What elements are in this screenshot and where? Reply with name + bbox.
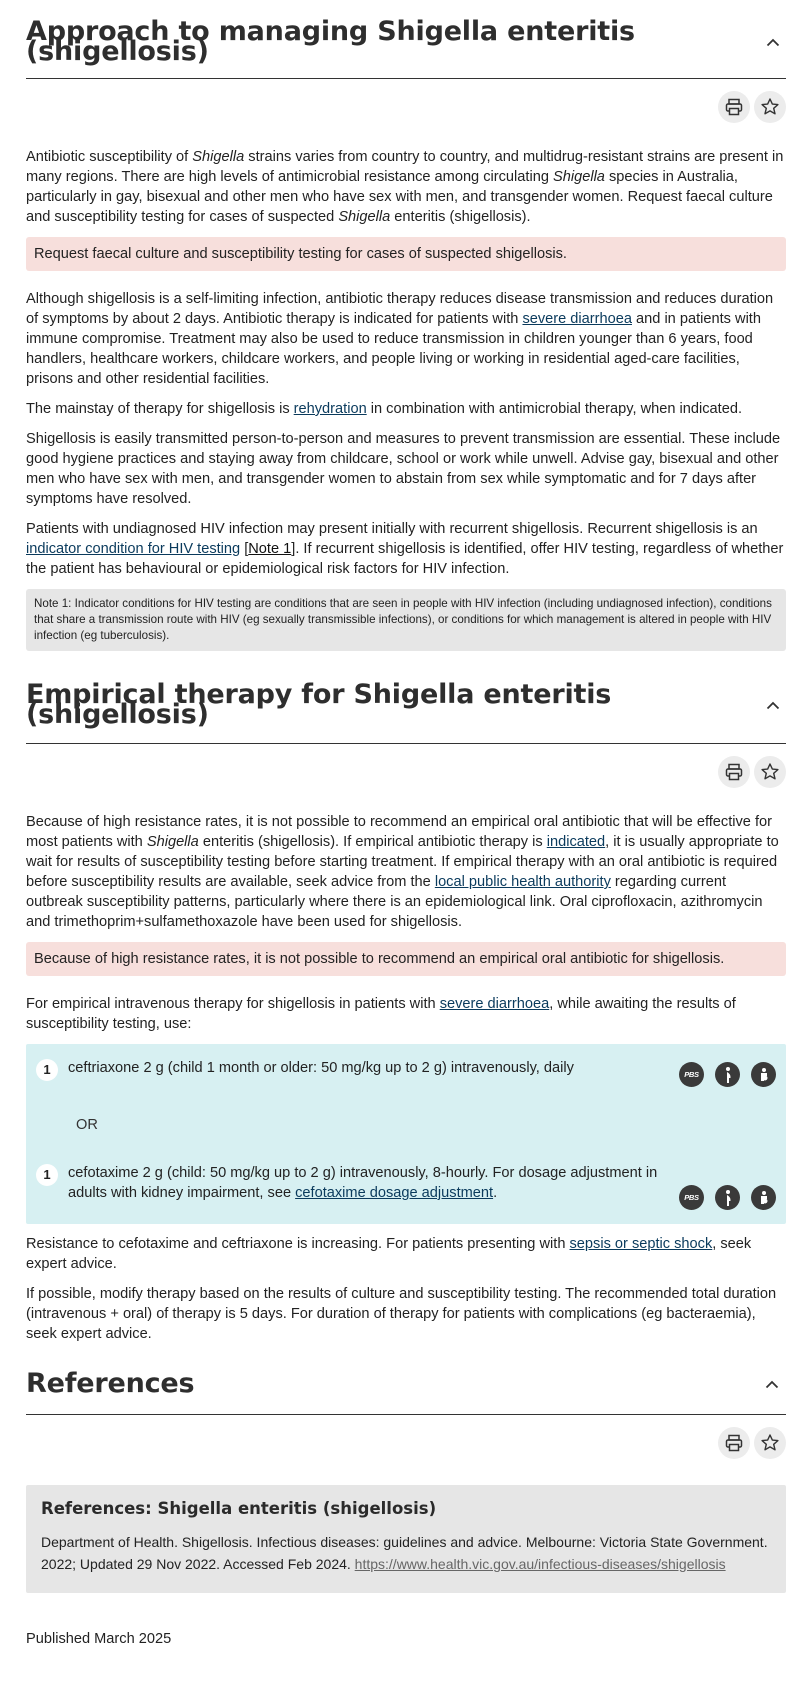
printer-icon[interactable]: [718, 1427, 750, 1459]
approach-paragraph-3: The mainstay of therapy for shigellosis is rehydration in combination with antimicrobial therapy, when indicated.: [26, 401, 742, 417]
star-icon[interactable]: [754, 1427, 786, 1459]
section-header-references[interactable]: [26, 1370, 786, 1415]
references-box: [26, 1485, 786, 1593]
empirical-alert: Because of high resistance rates, it is not possible to recommend an empirical oral antibiotic for shigellosis.: [26, 942, 786, 976]
printer-icon[interactable]: [718, 91, 750, 123]
empirical-paragraph-4: If possible, modify therapy based on the results of culture and susceptibility testing. The recommended total duration (intravenous + oral) of therapy is 5 days. For duration of therapy for patients with complications (eg bacteraemia), seek expert advice.: [26, 1286, 777, 1342]
recommendation-number: 1: [36, 1059, 58, 1081]
empirical-paragraph-3: Resistance to cefotaxime and ceftriaxone is increasing. For patients presenting with sepsis or septic shock, seek expert advice.: [26, 1236, 752, 1272]
page: [0, 16, 812, 1665]
breastfeeding-icon[interactable]: [751, 1185, 776, 1210]
severe-diarrhoea-link[interactable]: severe diarrhoea: [522, 311, 632, 327]
drug-option-cefotaxime: [36, 1163, 776, 1210]
empirical-paragraph-2: For empirical intravenous therapy for shigellosis in patients with severe diarrhoea, while awaiting the results of susceptibility testing, use:: [26, 996, 736, 1032]
approach-paragraph-2: Although shigellosis is a self-limiting infection, antibiotic therapy reduces disease transmission and reduces duration of symptoms by about 2 days. Antibiotic therapy is indicated for patients with severe diarrhoea and in patients with immune compromise. Treatment may also be used to reduce transmission in children younger than 6 years, food handlers, healthcare workers, childcare workers, and people living or working in residential aged-care facilities, prisons and other residential facilities.: [26, 291, 774, 387]
indicated-link[interactable]: indicated: [546, 834, 606, 850]
pregnancy-icon[interactable]: [715, 1062, 740, 1087]
printer-icon[interactable]: [718, 756, 750, 788]
note-1-box: Note 1: Indicator conditions for HIV testing are conditions that are seen in people with HIV infection (including undiagnosed infection), conditions that share a transmission route with HIV (eg sexually transmissible infections), or conditions for which management is altered in people with HIV infection (eg tuberculosis).: [26, 589, 786, 651]
drug-text-cefotaxime: cefotaxime 2 g (child: 50 mg/kg up to 2 g) intravenously, 8-hourly. For dosage adjustment in adults with kidney impairment, see cefotaxime dosage adjustment.: [68, 1165, 658, 1201]
section-header-approach[interactable]: [26, 16, 786, 79]
pbs-icon[interactable]: PBS: [679, 1062, 704, 1087]
section-tools-references: [26, 1427, 786, 1459]
star-icon[interactable]: [754, 91, 786, 123]
approach-paragraph-5: Patients with undiagnosed HIV infection may present initially with recurrent shigellosis. Recurrent shigellosis is an indicator condition for HIV testing [Note 1]. If recurrent shigellosis is identified, offer HIV testing, regardless of whether the patient has behavioural or epidemiological risk factors for HIV infection.: [26, 521, 784, 577]
or-separator: OR: [76, 1117, 98, 1133]
reference-entry: Department of Health. Shigellosis. Infectious diseases: guidelines and advice. Melbourne: Victoria State Government. 2022; Updated 29 Nov 2022. Accessed Feb 2024. https://www.health.vic.gov.au/infectious-diseases/shigellosis: [41, 1534, 768, 1572]
section-title-approach: Approach to managing Shigella enteritis (shigellosis): [26, 16, 635, 67]
references-box-title: References: Shigella enteritis (shigellosis): [41, 1499, 437, 1518]
pregnancy-icon[interactable]: [715, 1185, 740, 1210]
drug-icons: [679, 1062, 776, 1087]
empirical-paragraph-1: Because of high resistance rates, it is not possible to recommend an empirical oral antibiotic that will be effective for most patients with Shigella enteritis (shigellosis). If empirical antibiotic therapy is indicated, it is usually appropriate to wait for results of susceptibility testing before starting treatment. If empirical therapy with an oral antibiotic is required before susceptibility results are available, seek advice from the local public health authority regarding current outbreak susceptibility patterns, particularly where there is an epidemiological link. Oral ciprofloxacin, azithromycin and trimethoprim+sulfamethoxazole have been used for shigellosis.: [26, 814, 779, 930]
drug-icons: [679, 1185, 776, 1210]
drug-recommendation-box: [26, 1044, 786, 1224]
rehydration-link[interactable]: rehydration: [293, 401, 367, 417]
sepsis-link[interactable]: sepsis or septic shock: [569, 1236, 713, 1252]
local-public-health-authority-link[interactable]: local public health authority: [434, 874, 611, 890]
published-date: Published March 2025: [26, 1631, 172, 1647]
breastfeeding-icon[interactable]: [751, 1062, 776, 1087]
chevron-up-icon[interactable]: [760, 28, 786, 56]
section-tools-approach: [26, 91, 786, 123]
approach-paragraph-4: Shigellosis is easily transmitted person-to-person and measures to prevent transmission are essential. These include good hygiene practices and staying away from childcare, school or work while unwell. Advise gay, bisexual and other men who have sex with men, and transgender women to abstain from sex while symptomatic and for 7 days after symptoms have resolved.: [26, 431, 781, 507]
note-1-link[interactable]: Note 1: [248, 541, 292, 557]
section-title-references: References: [26, 1368, 195, 1399]
drug-option-ceftriaxone: [36, 1058, 776, 1087]
severe-diarrhoea-link[interactable]: severe diarrhoea: [439, 996, 550, 1012]
section-tools-empirical: [26, 756, 786, 788]
recommendation-number: 1: [36, 1164, 58, 1186]
section-header-empirical[interactable]: [26, 679, 786, 744]
section-title-empirical: Empirical therapy for Shigella enteritis (shigellosis): [26, 679, 612, 730]
cefotaxime-dosage-adjustment-link[interactable]: cefotaxime dosage adjustment: [295, 1185, 494, 1201]
star-icon[interactable]: [754, 756, 786, 788]
hiv-indicator-link[interactable]: indicator condition for HIV testing: [26, 541, 241, 557]
drug-text-ceftriaxone: ceftriaxone 2 g (child 1 month or older: 50 mg/kg up to 2 g) intravenously, daily: [68, 1060, 574, 1076]
reference-url-link[interactable]: https://www.health.vic.gov.au/infectious-diseases/shigellosis: [354, 1556, 726, 1572]
chevron-up-icon[interactable]: [760, 691, 786, 719]
chevron-up-icon[interactable]: [758, 1370, 786, 1398]
pbs-icon[interactable]: PBS: [679, 1185, 704, 1210]
approach-paragraph-1: Antibiotic susceptibility of Shigella strains varies from country to country, and multidrug-resistant strains are present in many regions. There are high levels of antimicrobial resistance among circulating Shigella species in Australia, particularly in gay, bisexual and other men who have sex with men, and transgender women. Request faecal culture and susceptibility testing for cases of suspected Shigella enteritis (shigellosis).: [26, 149, 784, 225]
approach-alert: Request faecal culture and susceptibility testing for cases of suspected shigellosis.: [26, 237, 786, 271]
